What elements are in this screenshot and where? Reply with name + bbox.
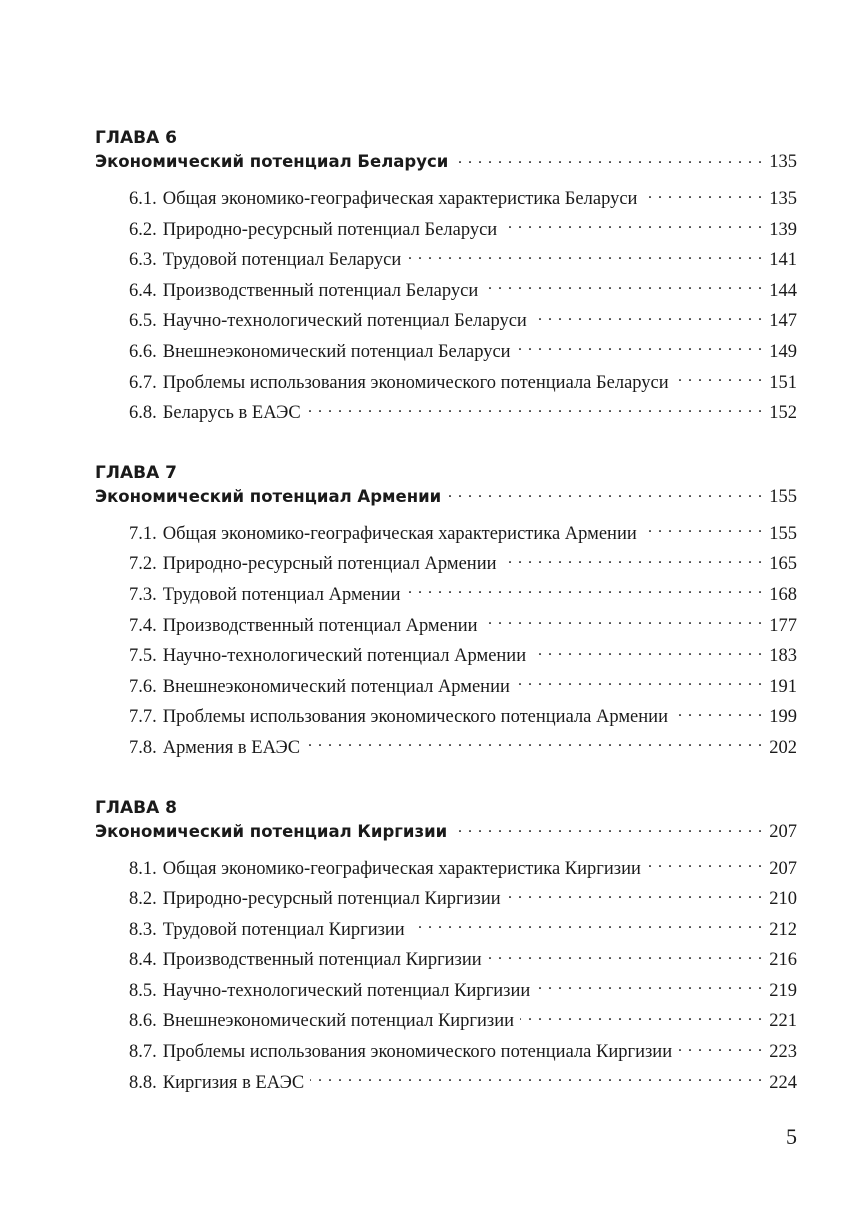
section-page: 219 bbox=[769, 980, 797, 1001]
dot-leader bbox=[533, 308, 763, 327]
section-page: 177 bbox=[769, 615, 797, 636]
section-row[interactable] bbox=[95, 641, 797, 672]
table-of-contents bbox=[95, 127, 797, 1131]
section-number: 7.4. bbox=[129, 615, 157, 636]
dot-leader bbox=[517, 338, 763, 357]
section-page: 151 bbox=[769, 372, 797, 393]
section-row[interactable] bbox=[95, 733, 797, 764]
chapter-title: Экономический потенциал Киргизии bbox=[95, 821, 448, 841]
section-row[interactable] bbox=[95, 276, 797, 307]
section-row[interactable] bbox=[95, 702, 797, 733]
section-number: 6.1. bbox=[129, 189, 157, 209]
section-number: 7.8. bbox=[129, 737, 157, 758]
section-row[interactable] bbox=[95, 672, 797, 703]
section-number: 7.2. bbox=[129, 554, 157, 575]
section-page: 207 bbox=[769, 858, 797, 879]
section-page: 183 bbox=[769, 646, 797, 667]
section-title: Проблемы использования экономического потенциала Армении bbox=[162, 707, 668, 728]
dot-leader bbox=[503, 216, 763, 235]
section-number: 8.2. bbox=[129, 889, 157, 910]
chapter-block bbox=[95, 462, 797, 764]
chapter-label: ГЛАВА 6 bbox=[95, 128, 177, 148]
section-title: Внешнеэкономический потенциал Армении bbox=[162, 676, 510, 697]
dot-leader bbox=[306, 734, 763, 753]
section-page: 191 bbox=[769, 676, 797, 697]
section-title: Производственный потенциал Беларуси bbox=[162, 280, 479, 301]
section-row[interactable] bbox=[95, 915, 797, 946]
dot-leader bbox=[484, 612, 763, 631]
section-number: 7.3. bbox=[129, 584, 157, 605]
section-number: 7.7. bbox=[129, 707, 157, 728]
section-row[interactable] bbox=[95, 184, 797, 215]
dot-leader bbox=[307, 400, 763, 419]
chapter-title-row[interactable] bbox=[95, 819, 797, 845]
section-row[interactable] bbox=[95, 945, 797, 976]
chapter-page: 155 bbox=[769, 486, 797, 507]
section-title: Проблемы использования экономического потенциала Беларуси bbox=[162, 372, 669, 393]
section-title: Общая экономико-географическая характеристика Киргизии bbox=[162, 858, 641, 879]
dot-leader bbox=[407, 247, 763, 266]
section-number: 6.8. bbox=[129, 403, 157, 424]
dot-leader bbox=[407, 581, 763, 600]
section-number: 8.4. bbox=[129, 950, 157, 971]
dot-leader bbox=[643, 520, 763, 539]
section-number: 7.1. bbox=[129, 523, 157, 544]
section-row[interactable] bbox=[95, 549, 797, 580]
section-page: 165 bbox=[769, 554, 797, 575]
section-title: Проблемы использования экономического потенциала Киргизии bbox=[162, 1042, 673, 1063]
section-number: 6.3. bbox=[129, 250, 157, 271]
chapter-title: Экономический потенциал Армении bbox=[95, 486, 442, 506]
section-number: 8.7. bbox=[129, 1042, 157, 1063]
section-page: 223 bbox=[769, 1042, 797, 1063]
section-page: 202 bbox=[769, 737, 797, 758]
dot-leader bbox=[536, 977, 763, 996]
section-number: 6.6. bbox=[129, 341, 157, 362]
section-row[interactable] bbox=[95, 1006, 797, 1037]
dot-leader bbox=[520, 1008, 763, 1027]
section-row[interactable] bbox=[95, 337, 797, 368]
dot-leader bbox=[674, 704, 763, 723]
dot-leader bbox=[507, 886, 763, 905]
section-page: 216 bbox=[769, 950, 797, 971]
dot-leader bbox=[532, 643, 763, 662]
section-number: 6.5. bbox=[129, 311, 157, 332]
chapter-page: 135 bbox=[769, 152, 797, 172]
section-page: 139 bbox=[769, 219, 797, 240]
section-page: 210 bbox=[769, 889, 797, 910]
section-number: 8.1. bbox=[129, 858, 157, 879]
section-number: 6.7. bbox=[129, 372, 157, 393]
section-number: 8.3. bbox=[129, 919, 157, 940]
section-title: Армения в ЕАЭС bbox=[162, 737, 301, 758]
dot-leader bbox=[484, 277, 763, 296]
section-title: Общая экономико-географическая характеристика Армении bbox=[162, 523, 637, 544]
section-title: Киргизия в ЕАЭС bbox=[162, 1072, 305, 1093]
section-page: 149 bbox=[769, 341, 797, 362]
section-page: 221 bbox=[769, 1011, 797, 1032]
section-row[interactable] bbox=[95, 976, 797, 1007]
section-row[interactable] bbox=[95, 1068, 797, 1099]
section-number: 6.2. bbox=[129, 219, 157, 240]
section-title: Беларусь в ЕАЭС bbox=[162, 403, 301, 424]
section-row[interactable] bbox=[95, 368, 797, 399]
section-title: Научно-технологический потенциал Беларуси bbox=[162, 311, 527, 332]
section-row[interactable] bbox=[95, 611, 797, 642]
dot-leader bbox=[411, 916, 763, 935]
section-title: Производственный потенциал Армении bbox=[162, 615, 478, 636]
section-title: Природно-ресурсный потенциал Армении bbox=[162, 554, 497, 575]
dot-leader bbox=[675, 369, 763, 388]
dot-leader bbox=[678, 1039, 763, 1058]
dot-leader bbox=[647, 855, 763, 874]
section-title: Научно-технологический потенциал Киргизии bbox=[162, 980, 531, 1001]
section-title: Трудовой потенциал Киргизии bbox=[162, 919, 405, 940]
section-number: 8.5. bbox=[129, 980, 157, 1001]
section-page: 144 bbox=[769, 280, 797, 301]
chapter-label: ГЛАВА 7 bbox=[95, 462, 177, 483]
dot-leader bbox=[516, 673, 763, 692]
section-number: 8.6. bbox=[129, 1011, 157, 1032]
section-page: 152 bbox=[769, 403, 797, 424]
section-title: Общая экономико-географическая характеристика Беларуси bbox=[162, 189, 638, 209]
section-row[interactable] bbox=[95, 580, 797, 611]
dot-leader bbox=[643, 186, 763, 205]
dot-leader bbox=[454, 151, 763, 168]
section-title: Природно-ресурсный потенциал Беларуси bbox=[162, 219, 498, 240]
section-page: 141 bbox=[769, 250, 797, 271]
section-page: 155 bbox=[769, 523, 797, 544]
section-row[interactable] bbox=[95, 519, 797, 550]
section-row[interactable] bbox=[95, 398, 797, 429]
section-number: 6.4. bbox=[129, 280, 157, 301]
page-number: 5 bbox=[786, 1124, 797, 1149]
section-number: 7.5. bbox=[129, 646, 157, 667]
section-row[interactable] bbox=[95, 884, 797, 915]
section-page: 224 bbox=[769, 1072, 797, 1093]
chapter-label: ГЛАВА 8 bbox=[95, 797, 177, 818]
section-row[interactable] bbox=[95, 306, 797, 337]
section-title: Природно-ресурсный потенциал Киргизии bbox=[162, 889, 501, 910]
chapter-title-row[interactable] bbox=[95, 149, 797, 175]
section-title: Внешнеэкономический потенциал Киргизии bbox=[162, 1011, 515, 1032]
dot-leader bbox=[310, 1069, 763, 1088]
section-row[interactable] bbox=[95, 245, 797, 276]
chapter-block bbox=[95, 797, 797, 1099]
section-title: Научно-технологический потенциал Армении bbox=[162, 646, 527, 667]
dot-leader bbox=[503, 551, 764, 570]
section-title: Производственный потенциал Киргизии bbox=[162, 950, 482, 971]
section-row[interactable] bbox=[95, 1037, 797, 1068]
section-title: Трудовой потенциал Беларуси bbox=[162, 250, 402, 271]
section-page: 199 bbox=[769, 707, 797, 728]
section-page: 147 bbox=[769, 311, 797, 332]
section-page: 212 bbox=[769, 919, 797, 940]
section-row[interactable] bbox=[95, 215, 797, 246]
section-number: 8.8. bbox=[129, 1072, 157, 1093]
section-title: Внешнеэкономический потенциал Беларуси bbox=[162, 341, 511, 362]
section-page: 168 bbox=[769, 584, 797, 605]
dot-leader bbox=[488, 947, 763, 966]
section-page: 135 bbox=[769, 189, 797, 209]
chapter-block bbox=[95, 127, 797, 429]
section-title: Трудовой потенциал Армении bbox=[162, 584, 401, 605]
chapter-title-row[interactable] bbox=[95, 484, 797, 510]
section-row[interactable] bbox=[95, 854, 797, 885]
dot-leader bbox=[453, 820, 763, 837]
dot-leader bbox=[447, 485, 763, 502]
chapter-page: 207 bbox=[769, 821, 797, 842]
chapter-title: Экономический потенциал Беларуси bbox=[95, 152, 449, 171]
section-number: 7.6. bbox=[129, 676, 157, 697]
